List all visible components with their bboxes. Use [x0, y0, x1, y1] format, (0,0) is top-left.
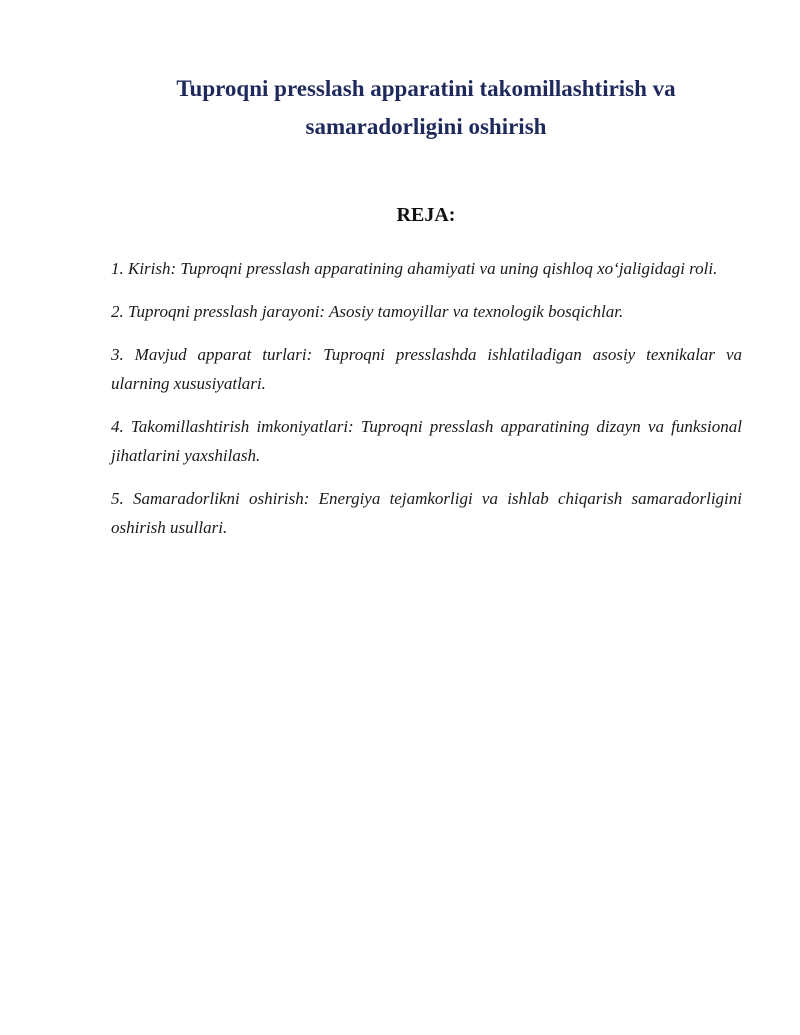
plan-item-5: 5. Samaradorlikni oshirish: Energiya tejamkorligi va ishlab chiqarish samaradorligini oshirish usullari.: [111, 489, 742, 537]
plan-item-3: 3. Mavjud apparat turlari: Tuproqni presslashda ishlatiladigan asosiy texnikalar va ularning xususiyatlari.: [111, 345, 742, 393]
plan-heading: REJA:: [396, 204, 456, 226]
plan-item-2: 2. Tuproqni presslash jarayoni: Asosiy tamoyillar va texnologik bosqichlar.: [111, 302, 624, 321]
document-title: [110, 70, 742, 146]
title-line-1: Tuproqni presslash apparatini takomillashtirish va: [176, 76, 676, 101]
plan-list: [111, 254, 742, 556]
plan-item-4: 4. Takomillashtirish imkoniyatlari: Tuproqni presslash apparatining dizayn va funksional jihatlarini yaxshilash.: [111, 417, 742, 465]
plan-item-1: 1. Kirish: Tuproqni presslash apparatining ahamiyati va uning qishloq xo‘jaligidagi roli.: [111, 259, 718, 278]
title-line-2: samaradorligini oshirish: [305, 114, 547, 139]
